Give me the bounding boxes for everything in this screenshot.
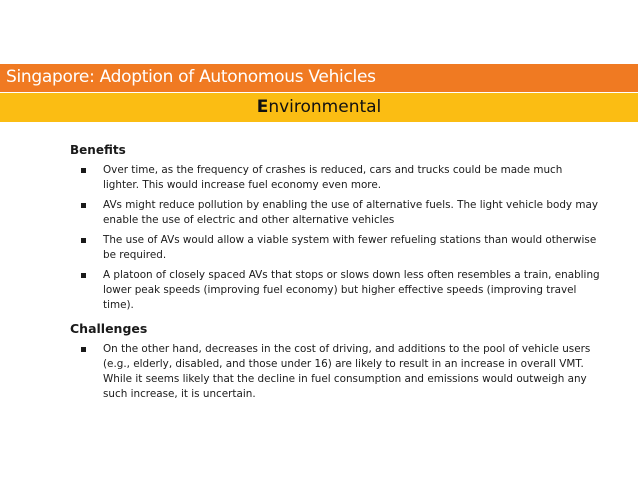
challenge-text: On the other hand, decreases in the cost of driving, and additions to the pool of vehicle users (e.g., elderly, disabled, and those under 16) are likely to result in an increase in overall VMT. While it seems likely that the decline in fuel consumption and emissions would outweigh any such increase, it is uncertain. xyxy=(103,343,591,400)
bullet-icon xyxy=(81,168,86,173)
bullet-icon xyxy=(81,273,86,278)
challenge-item xyxy=(70,342,600,402)
benefit-text: The use of AVs would allow a viable system with fewer refueling stations than would otherwise be required. xyxy=(103,234,597,261)
benefits-heading: Benefits xyxy=(70,143,126,157)
benefit-text: AVs might reduce pollution by enabling the use of alternative fuels. The light vehicle body may enable the use of electric and other alternative vehicles xyxy=(103,199,599,226)
benefit-item xyxy=(70,268,600,313)
benefit-text: Over time, as the frequency of crashes is reduced, cars and trucks could be made much lighter. This would increase fuel economy even more. xyxy=(103,164,563,191)
benefits-list xyxy=(70,163,600,313)
benefit-item xyxy=(70,198,600,228)
benefit-item xyxy=(70,233,600,263)
bullet-icon xyxy=(81,203,86,208)
slide-title: Singapore: Adoption of Autonomous Vehicles xyxy=(6,67,376,87)
benefit-item xyxy=(70,163,600,193)
subtitle-bar xyxy=(0,93,638,122)
bullet-icon xyxy=(81,238,86,243)
challenges-list xyxy=(70,342,600,402)
subtitle-initial: E xyxy=(256,97,269,117)
slide-content xyxy=(70,143,600,407)
title-bar xyxy=(0,64,638,92)
benefit-text: A platoon of closely spaced AVs that stops or slows down less often resembles a train, enabling lower peak speeds (improving fuel economy) but higher effective speeds (improving travel time). xyxy=(103,269,600,311)
slide-subtitle xyxy=(0,97,638,117)
challenges-heading: Challenges xyxy=(70,321,148,336)
bullet-icon xyxy=(81,347,86,352)
subtitle-rest: nvironmental xyxy=(268,97,382,117)
